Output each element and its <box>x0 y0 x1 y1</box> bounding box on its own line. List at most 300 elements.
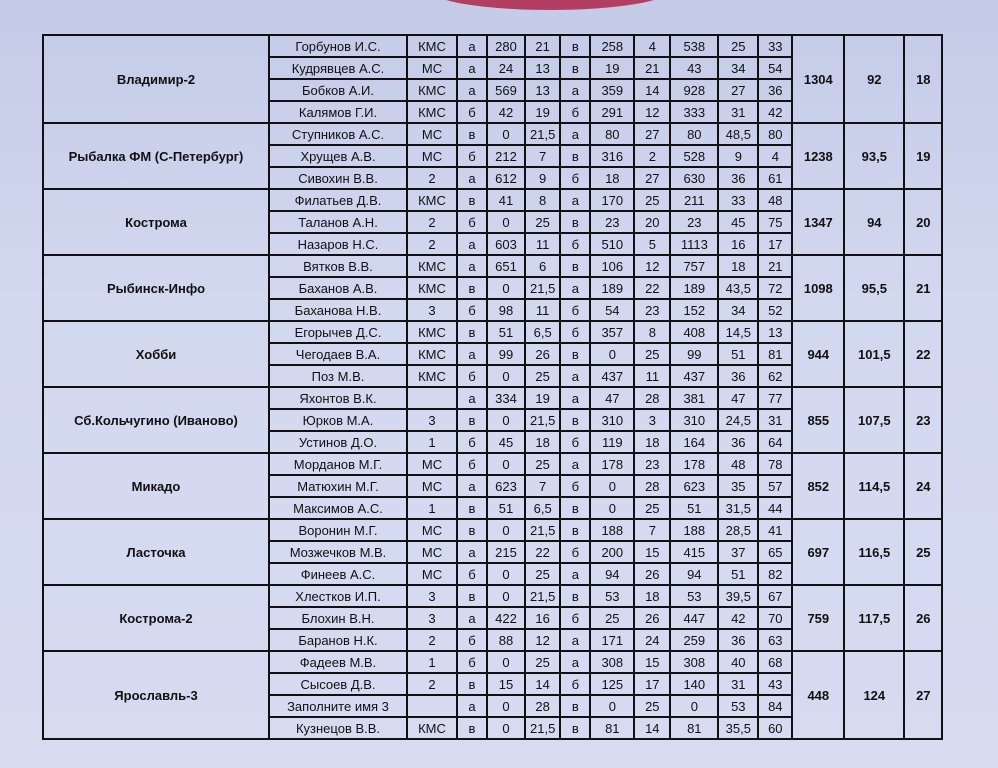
player-v5-cell: 23 <box>670 211 718 233</box>
player-v4-cell: 18 <box>634 431 670 453</box>
player-v4-cell: 25 <box>634 695 670 717</box>
player-v4-cell: 23 <box>634 453 670 475</box>
player-v4-cell: 2 <box>634 145 670 167</box>
player-rank-cell: 3 <box>407 607 457 629</box>
team-total-cell: 697 <box>792 519 844 585</box>
player-v1-cell: 99 <box>487 343 525 365</box>
player-v3-cell: 258 <box>590 35 634 57</box>
player-c2-cell: а <box>560 277 590 299</box>
player-row <box>43 453 942 475</box>
player-c1-cell: б <box>457 563 487 585</box>
player-rank-cell: 2 <box>407 211 457 233</box>
player-v1-cell: 51 <box>487 497 525 519</box>
player-row <box>43 189 942 211</box>
player-v5-cell: 94 <box>670 563 718 585</box>
player-v6-cell: 51 <box>718 343 758 365</box>
player-c1-cell: а <box>457 57 487 79</box>
player-name-cell: Хрущев А.В. <box>269 145 407 167</box>
player-c1-cell: б <box>457 431 487 453</box>
player-v6-cell: 27 <box>718 79 758 101</box>
player-rank-cell: МС <box>407 475 457 497</box>
player-rank-cell <box>407 387 457 409</box>
team-score-cell: 95,5 <box>844 255 904 321</box>
player-v4-cell: 27 <box>634 123 670 145</box>
player-v3-cell: 291 <box>590 101 634 123</box>
team-place-cell: 26 <box>904 585 942 651</box>
player-v7-cell: 36 <box>758 79 792 101</box>
player-v3-cell: 188 <box>590 519 634 541</box>
player-v5-cell: 81 <box>670 717 718 739</box>
player-v5-cell: 178 <box>670 453 718 475</box>
player-v3-cell: 81 <box>590 717 634 739</box>
player-v4-cell: 15 <box>634 541 670 563</box>
player-v6-cell: 36 <box>718 365 758 387</box>
player-v3-cell: 359 <box>590 79 634 101</box>
player-v7-cell: 72 <box>758 277 792 299</box>
team-score-cell: 124 <box>844 651 904 739</box>
player-v4-cell: 17 <box>634 673 670 695</box>
player-v7-cell: 78 <box>758 453 792 475</box>
player-v3-cell: 308 <box>590 651 634 673</box>
team-total-cell: 944 <box>792 321 844 387</box>
red-object-edge <box>430 0 670 10</box>
player-v5-cell: 99 <box>670 343 718 365</box>
player-v4-cell: 4 <box>634 35 670 57</box>
player-name-cell: Калямов Г.И. <box>269 101 407 123</box>
player-v5-cell: 333 <box>670 101 718 123</box>
player-v1-cell: 569 <box>487 79 525 101</box>
player-c2-cell: а <box>560 453 590 475</box>
player-v1-cell: 651 <box>487 255 525 277</box>
player-v3-cell: 125 <box>590 673 634 695</box>
player-v3-cell: 510 <box>590 233 634 255</box>
team-name-cell: Владимир-2 <box>43 35 269 123</box>
player-rank-cell: МС <box>407 563 457 585</box>
player-c2-cell: в <box>560 519 590 541</box>
player-v5-cell: 623 <box>670 475 718 497</box>
team-name-cell: Кострома-2 <box>43 585 269 651</box>
player-v1-cell: 0 <box>487 563 525 585</box>
player-name-cell: Финеев А.С. <box>269 563 407 585</box>
player-v2-cell: 7 <box>525 145 560 167</box>
player-name-cell: Фадеев М.В. <box>269 651 407 673</box>
player-v4-cell: 26 <box>634 563 670 585</box>
player-rank-cell: 1 <box>407 497 457 519</box>
player-name-cell: Баранов Н.К. <box>269 629 407 651</box>
player-v1-cell: 0 <box>487 123 525 145</box>
team-score-cell: 117,5 <box>844 585 904 651</box>
player-v6-cell: 39,5 <box>718 585 758 607</box>
player-c1-cell: в <box>457 409 487 431</box>
player-name-cell: Хлестков И.П. <box>269 585 407 607</box>
player-name-cell: Морданов М.Г. <box>269 453 407 475</box>
player-name-cell: Воронин М.Г. <box>269 519 407 541</box>
player-v6-cell: 24,5 <box>718 409 758 431</box>
player-name-cell: Устинов Д.О. <box>269 431 407 453</box>
player-v6-cell: 9 <box>718 145 758 167</box>
player-v4-cell: 27 <box>634 167 670 189</box>
player-c2-cell: в <box>560 695 590 717</box>
player-c2-cell: а <box>560 651 590 673</box>
player-rank-cell: КМС <box>407 35 457 57</box>
player-v1-cell: 0 <box>487 409 525 431</box>
player-v6-cell: 14,5 <box>718 321 758 343</box>
player-c2-cell: б <box>560 101 590 123</box>
player-c2-cell: б <box>560 607 590 629</box>
player-v5-cell: 381 <box>670 387 718 409</box>
player-v2-cell: 25 <box>525 651 560 673</box>
player-v1-cell: 215 <box>487 541 525 563</box>
player-name-cell: Яхонтов В.К. <box>269 387 407 409</box>
player-v6-cell: 28,5 <box>718 519 758 541</box>
player-c1-cell: в <box>457 673 487 695</box>
player-v6-cell: 16 <box>718 233 758 255</box>
player-v7-cell: 82 <box>758 563 792 585</box>
player-v6-cell: 37 <box>718 541 758 563</box>
player-v7-cell: 77 <box>758 387 792 409</box>
player-v1-cell: 0 <box>487 585 525 607</box>
player-v4-cell: 25 <box>634 343 670 365</box>
player-v3-cell: 80 <box>590 123 634 145</box>
player-v5-cell: 164 <box>670 431 718 453</box>
player-v2-cell: 18 <box>525 431 560 453</box>
player-v4-cell: 3 <box>634 409 670 431</box>
player-v7-cell: 70 <box>758 607 792 629</box>
player-c2-cell: б <box>560 167 590 189</box>
player-rank-cell: КМС <box>407 343 457 365</box>
player-c2-cell: б <box>560 475 590 497</box>
player-v1-cell: 612 <box>487 167 525 189</box>
player-name-cell: Назаров Н.С. <box>269 233 407 255</box>
player-name-cell: Чегодаев В.А. <box>269 343 407 365</box>
player-v7-cell: 44 <box>758 497 792 519</box>
player-c1-cell: б <box>457 453 487 475</box>
player-v5-cell: 43 <box>670 57 718 79</box>
player-rank-cell: МС <box>407 123 457 145</box>
team-score-cell: 94 <box>844 189 904 255</box>
player-v6-cell: 31 <box>718 673 758 695</box>
team-place-cell: 23 <box>904 387 942 453</box>
player-v6-cell: 34 <box>718 57 758 79</box>
player-v3-cell: 171 <box>590 629 634 651</box>
player-c1-cell: б <box>457 145 487 167</box>
player-v1-cell: 0 <box>487 365 525 387</box>
team-name-cell: Рыбинск-Инфо <box>43 255 269 321</box>
player-v3-cell: 316 <box>590 145 634 167</box>
player-c2-cell: б <box>560 299 590 321</box>
player-c1-cell: в <box>457 519 487 541</box>
player-v2-cell: 25 <box>525 453 560 475</box>
player-v1-cell: 280 <box>487 35 525 57</box>
team-place-cell: 27 <box>904 651 942 739</box>
player-v5-cell: 51 <box>670 497 718 519</box>
player-v5-cell: 528 <box>670 145 718 167</box>
player-rank-cell: 2 <box>407 673 457 695</box>
player-name-cell: Баханов А.В. <box>269 277 407 299</box>
player-v1-cell: 45 <box>487 431 525 453</box>
results-table <box>42 34 943 740</box>
player-v2-cell: 12 <box>525 629 560 651</box>
player-v7-cell: 63 <box>758 629 792 651</box>
player-v1-cell: 41 <box>487 189 525 211</box>
player-v6-cell: 53 <box>718 695 758 717</box>
player-rank-cell: МС <box>407 145 457 167</box>
player-row <box>43 387 942 409</box>
player-v3-cell: 437 <box>590 365 634 387</box>
player-v5-cell: 189 <box>670 277 718 299</box>
player-rank-cell: 1 <box>407 431 457 453</box>
player-v2-cell: 22 <box>525 541 560 563</box>
player-c2-cell: в <box>560 255 590 277</box>
player-name-cell: Таланов А.Н. <box>269 211 407 233</box>
player-c2-cell: б <box>560 321 590 343</box>
player-c2-cell: в <box>560 343 590 365</box>
player-v7-cell: 64 <box>758 431 792 453</box>
player-v7-cell: 41 <box>758 519 792 541</box>
player-c2-cell: а <box>560 629 590 651</box>
player-v7-cell: 61 <box>758 167 792 189</box>
player-v6-cell: 36 <box>718 167 758 189</box>
player-v4-cell: 23 <box>634 299 670 321</box>
player-v2-cell: 8 <box>525 189 560 211</box>
player-c2-cell: а <box>560 123 590 145</box>
player-v5-cell: 308 <box>670 651 718 673</box>
player-v5-cell: 1113 <box>670 233 718 255</box>
player-v2-cell: 26 <box>525 343 560 365</box>
player-v5-cell: 437 <box>670 365 718 387</box>
player-v5-cell: 188 <box>670 519 718 541</box>
player-v7-cell: 60 <box>758 717 792 739</box>
team-name-cell: Сб.Кольчугино (Иваново) <box>43 387 269 453</box>
player-c1-cell: а <box>457 343 487 365</box>
team-place-cell: 21 <box>904 255 942 321</box>
player-c2-cell: а <box>560 365 590 387</box>
player-v1-cell: 0 <box>487 519 525 541</box>
player-v2-cell: 21,5 <box>525 519 560 541</box>
player-v1-cell: 334 <box>487 387 525 409</box>
player-v4-cell: 5 <box>634 233 670 255</box>
player-v1-cell: 98 <box>487 299 525 321</box>
player-v4-cell: 28 <box>634 387 670 409</box>
player-v4-cell: 20 <box>634 211 670 233</box>
player-c2-cell: в <box>560 717 590 739</box>
player-v3-cell: 106 <box>590 255 634 277</box>
player-v2-cell: 13 <box>525 79 560 101</box>
team-place-cell: 19 <box>904 123 942 189</box>
player-c2-cell: а <box>560 563 590 585</box>
player-rank-cell: КМС <box>407 101 457 123</box>
player-v5-cell: 152 <box>670 299 718 321</box>
player-v2-cell: 11 <box>525 233 560 255</box>
player-v1-cell: 0 <box>487 695 525 717</box>
player-v6-cell: 33 <box>718 189 758 211</box>
player-v1-cell: 0 <box>487 651 525 673</box>
player-c1-cell: а <box>457 541 487 563</box>
player-v6-cell: 31,5 <box>718 497 758 519</box>
player-c1-cell: а <box>457 35 487 57</box>
player-v3-cell: 53 <box>590 585 634 607</box>
player-name-cell: Блохин В.Н. <box>269 607 407 629</box>
player-c1-cell: а <box>457 607 487 629</box>
team-place-cell: 20 <box>904 189 942 255</box>
player-v7-cell: 43 <box>758 673 792 695</box>
player-v5-cell: 928 <box>670 79 718 101</box>
player-v2-cell: 11 <box>525 299 560 321</box>
player-rank-cell: 2 <box>407 629 457 651</box>
player-name-cell: Сысоев Д.В. <box>269 673 407 695</box>
player-c2-cell: в <box>560 35 590 57</box>
player-v4-cell: 12 <box>634 255 670 277</box>
player-v1-cell: 623 <box>487 475 525 497</box>
player-c2-cell: а <box>560 387 590 409</box>
player-rank-cell: МС <box>407 519 457 541</box>
player-v7-cell: 75 <box>758 211 792 233</box>
team-total-cell: 759 <box>792 585 844 651</box>
player-v3-cell: 47 <box>590 387 634 409</box>
player-v2-cell: 9 <box>525 167 560 189</box>
player-v1-cell: 0 <box>487 211 525 233</box>
player-v5-cell: 415 <box>670 541 718 563</box>
player-name-cell: Бобков А.И. <box>269 79 407 101</box>
player-v5-cell: 0 <box>670 695 718 717</box>
player-c2-cell: б <box>560 673 590 695</box>
player-v1-cell: 24 <box>487 57 525 79</box>
player-rank-cell: 2 <box>407 233 457 255</box>
player-rank-cell: 1 <box>407 651 457 673</box>
player-v2-cell: 28 <box>525 695 560 717</box>
player-v3-cell: 178 <box>590 453 634 475</box>
player-name-cell: Филатьев Д.В. <box>269 189 407 211</box>
player-c1-cell: б <box>457 211 487 233</box>
player-v2-cell: 19 <box>525 101 560 123</box>
player-v6-cell: 47 <box>718 387 758 409</box>
player-v7-cell: 80 <box>758 123 792 145</box>
player-v2-cell: 6 <box>525 255 560 277</box>
player-v2-cell: 21 <box>525 35 560 57</box>
player-v1-cell: 603 <box>487 233 525 255</box>
player-row <box>43 35 942 57</box>
player-name-cell: Горбунов И.С. <box>269 35 407 57</box>
player-v6-cell: 40 <box>718 651 758 673</box>
player-v7-cell: 62 <box>758 365 792 387</box>
player-v7-cell: 68 <box>758 651 792 673</box>
team-total-cell: 1098 <box>792 255 844 321</box>
player-v7-cell: 67 <box>758 585 792 607</box>
player-v3-cell: 170 <box>590 189 634 211</box>
player-v7-cell: 17 <box>758 233 792 255</box>
player-v4-cell: 24 <box>634 629 670 651</box>
player-v1-cell: 212 <box>487 145 525 167</box>
player-v1-cell: 15 <box>487 673 525 695</box>
player-v2-cell: 6,5 <box>525 497 560 519</box>
player-rank-cell: КМС <box>407 255 457 277</box>
player-v5-cell: 140 <box>670 673 718 695</box>
player-v4-cell: 18 <box>634 585 670 607</box>
player-c2-cell: а <box>560 189 590 211</box>
player-v6-cell: 48,5 <box>718 123 758 145</box>
player-c2-cell: в <box>560 585 590 607</box>
player-rank-cell: КМС <box>407 189 457 211</box>
player-v6-cell: 42 <box>718 607 758 629</box>
player-v7-cell: 52 <box>758 299 792 321</box>
team-score-cell: 107,5 <box>844 387 904 453</box>
player-v3-cell: 18 <box>590 167 634 189</box>
player-v5-cell: 408 <box>670 321 718 343</box>
player-v7-cell: 33 <box>758 35 792 57</box>
player-c1-cell: в <box>457 123 487 145</box>
player-v3-cell: 25 <box>590 607 634 629</box>
player-row <box>43 255 942 277</box>
player-row <box>43 123 942 145</box>
player-v6-cell: 35 <box>718 475 758 497</box>
player-c1-cell: а <box>457 387 487 409</box>
player-c1-cell: в <box>457 321 487 343</box>
player-v7-cell: 21 <box>758 255 792 277</box>
player-c1-cell: б <box>457 299 487 321</box>
team-name-cell: Микадо <box>43 453 269 519</box>
player-c1-cell: б <box>457 629 487 651</box>
player-v3-cell: 119 <box>590 431 634 453</box>
player-v2-cell: 7 <box>525 475 560 497</box>
player-v4-cell: 26 <box>634 607 670 629</box>
player-name-cell: Сивохин В.В. <box>269 167 407 189</box>
player-rank-cell: МС <box>407 57 457 79</box>
team-total-cell: 852 <box>792 453 844 519</box>
player-v1-cell: 42 <box>487 101 525 123</box>
team-name-cell: Хобби <box>43 321 269 387</box>
player-rank-cell: КМС <box>407 277 457 299</box>
player-v2-cell: 25 <box>525 563 560 585</box>
player-c1-cell: в <box>457 189 487 211</box>
player-row <box>43 651 942 673</box>
team-total-cell: 1347 <box>792 189 844 255</box>
team-name-cell: Ярославль-3 <box>43 651 269 739</box>
player-c1-cell: а <box>457 475 487 497</box>
player-v5-cell: 757 <box>670 255 718 277</box>
player-c1-cell: б <box>457 101 487 123</box>
player-v2-cell: 14 <box>525 673 560 695</box>
player-v6-cell: 51 <box>718 563 758 585</box>
player-v6-cell: 25 <box>718 35 758 57</box>
player-name-cell: Вятков В.В. <box>269 255 407 277</box>
team-total-cell: 855 <box>792 387 844 453</box>
player-v5-cell: 630 <box>670 167 718 189</box>
player-v2-cell: 21,5 <box>525 123 560 145</box>
player-v4-cell: 25 <box>634 497 670 519</box>
player-v4-cell: 14 <box>634 79 670 101</box>
player-rank-cell: 3 <box>407 585 457 607</box>
team-score-cell: 92 <box>844 35 904 123</box>
player-c2-cell: в <box>560 57 590 79</box>
player-v5-cell: 211 <box>670 189 718 211</box>
player-c1-cell: а <box>457 233 487 255</box>
player-rank-cell: КМС <box>407 365 457 387</box>
player-v7-cell: 31 <box>758 409 792 431</box>
player-v3-cell: 0 <box>590 497 634 519</box>
player-c1-cell: в <box>457 497 487 519</box>
player-v7-cell: 54 <box>758 57 792 79</box>
player-c1-cell: в <box>457 277 487 299</box>
player-v2-cell: 25 <box>525 211 560 233</box>
player-c1-cell: а <box>457 255 487 277</box>
player-v7-cell: 13 <box>758 321 792 343</box>
player-v7-cell: 57 <box>758 475 792 497</box>
player-v3-cell: 23 <box>590 211 634 233</box>
player-c1-cell: б <box>457 651 487 673</box>
player-name-cell: Юрков М.А. <box>269 409 407 431</box>
player-c1-cell: а <box>457 79 487 101</box>
player-v6-cell: 48 <box>718 453 758 475</box>
